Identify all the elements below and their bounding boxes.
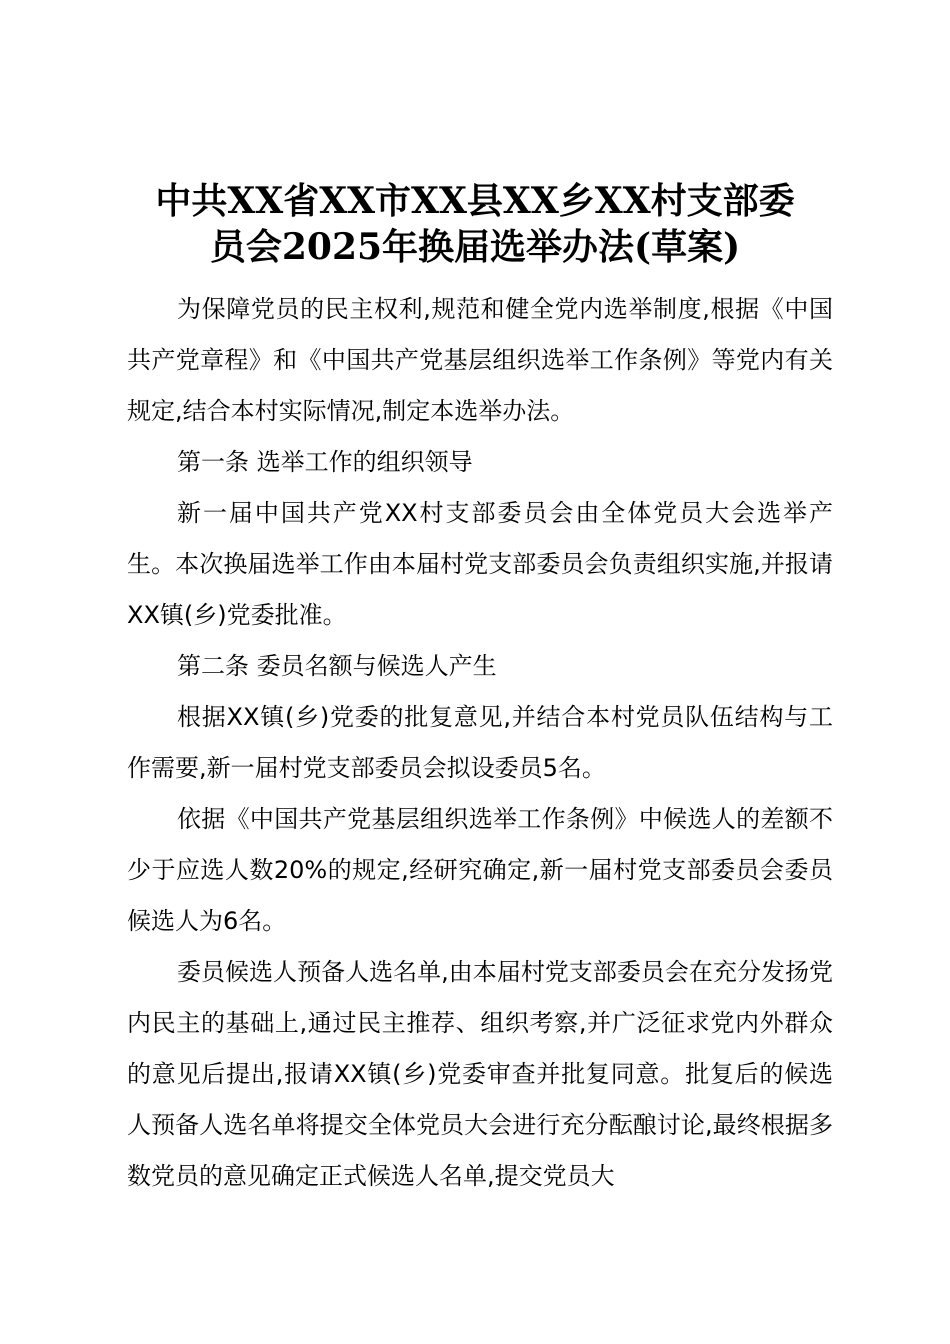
document-body (127, 284, 833, 1202)
article-2-paragraph-3: 委员候选人预备人选名单,由本届村党支部委员会在充分发扬党内民主的基础上,通过民主推荐、组织考察,并广泛征求党内外群众的意见后提出,报请XX镇(乡)党委审查并批复同意。批复后的候选人预备人选名单将提交全体党员大会进行充分酝酿讨论,最终根据多数党员的意见确定正式候选人名单,提交党员大 (127, 958, 833, 1190)
preamble-paragraph: 为保障党员的民主权利,规范和健全党内选举制度,根据《中国共产党章程》和《中国共产党基层组织选举工作条例》等党内有关规定,结合本村实际情况,制定本选举办法。 (127, 295, 833, 425)
article-2-paragraph-2: 依据《中国共产党基层组织选举工作条例》中候选人的差额不少于应选人数20%的规定,经研究确定,新一届村党支部委员会委员候选人为6名。 (127, 805, 833, 935)
article-1-paragraph: 新一届中国共产党XX村支部委员会由全体党员大会选举产生。本次换届选举工作由本届村党支部委员会负责组织实施,并报请XX镇(乡)党委批准。 (127, 499, 833, 629)
article-2-heading: 第二条 委员名额与候选人产生 (177, 652, 497, 680)
article-1-heading: 第一条 选举工作的组织领导 (177, 448, 473, 476)
title-line-1: 中共XX省XX市XX县XX乡XX村支部委 (155, 180, 795, 222)
article-2-paragraph-1: 根据XX镇(乡)党委的批复意见,并结合本村党员队伍结构与工作需要,新一届村党支部委员会拟设委员5名。 (127, 703, 833, 782)
title-line-2: 员会2025年换届选举办法(草案) (209, 226, 741, 268)
document-title (100, 178, 850, 270)
